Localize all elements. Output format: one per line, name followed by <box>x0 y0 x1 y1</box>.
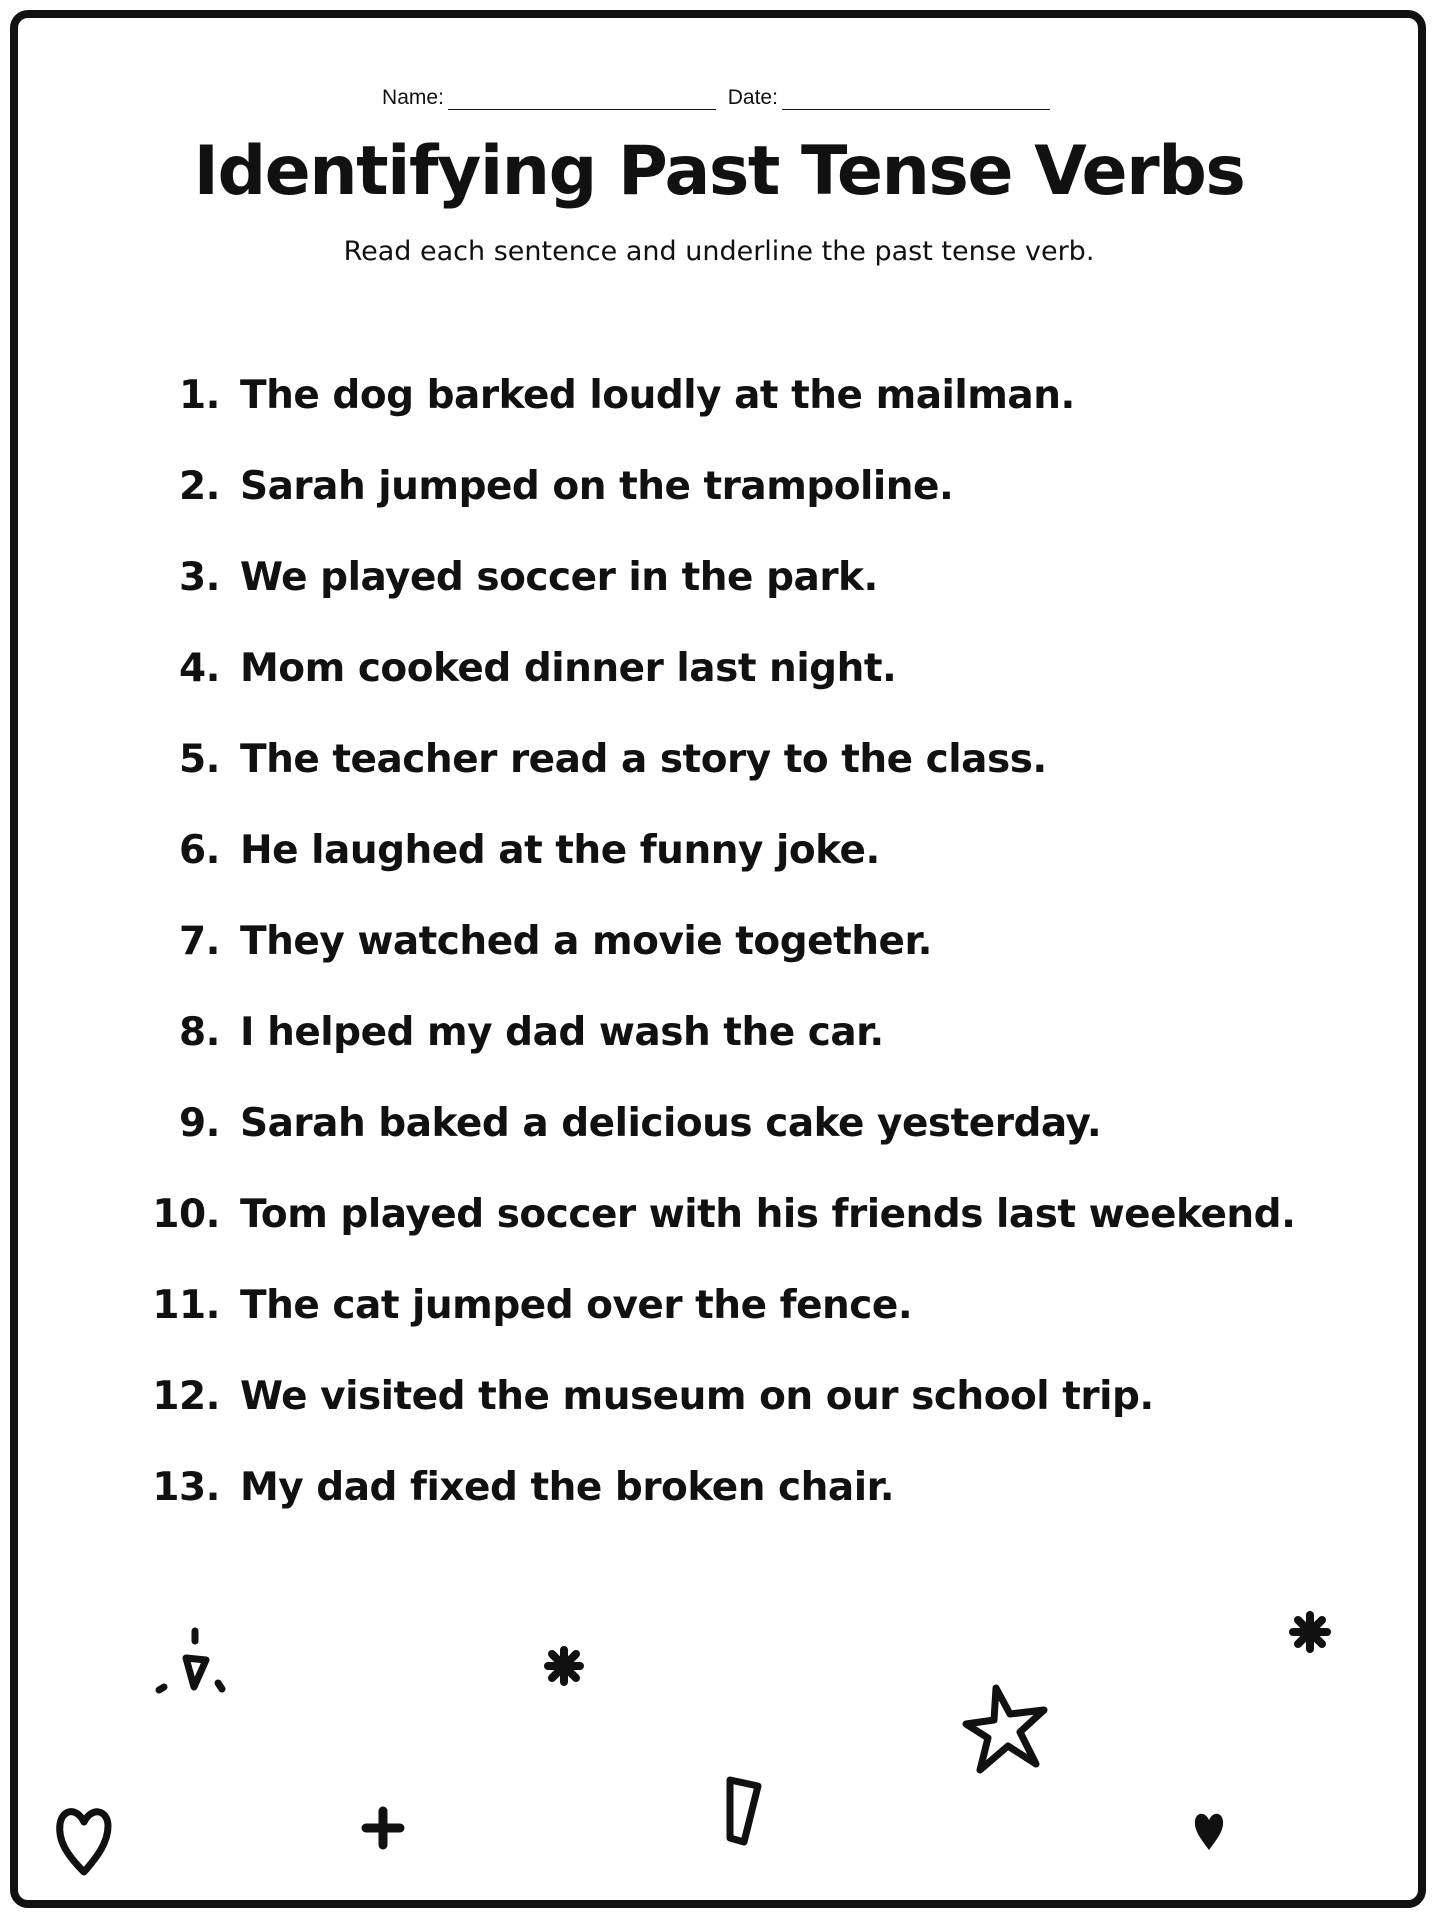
name-field[interactable] <box>448 89 716 110</box>
sentence-text: They watched a movie together. <box>240 919 932 964</box>
name-label: Name: <box>382 86 444 109</box>
item-number: 9. <box>179 1101 220 1146</box>
sentence-text: We visited the museum on our school trip. <box>240 1374 1154 1419</box>
plus-icon <box>360 1805 406 1851</box>
list-item <box>0 730 1438 821</box>
list-item <box>0 1458 1438 1549</box>
date-label: Date: <box>727 86 778 109</box>
list-item <box>0 821 1438 912</box>
instructions: Read each sentence and underline the past tense verb. <box>343 236 1095 267</box>
name-date-line <box>0 86 1438 110</box>
sentence-text: Sarah jumped on the trampoline. <box>240 464 954 509</box>
sentence-text: My dad fixed the broken chair. <box>240 1465 895 1510</box>
sentence-text: Mom cooked dinner last night. <box>240 646 897 691</box>
heart-filled-icon <box>1192 1808 1226 1852</box>
sentence-text: Tom played soccer with his friends last weekend. <box>240 1192 1296 1237</box>
item-number: 4. <box>179 646 220 691</box>
item-number: 2. <box>179 464 220 509</box>
sentence-text: Sarah baked a delicious cake yesterday. <box>240 1101 1102 1146</box>
asterisk-icon <box>543 1645 585 1687</box>
list-item <box>0 457 1438 548</box>
item-number: 11. <box>152 1283 220 1328</box>
sentence-text: The dog barked loudly at the mailman. <box>240 373 1075 418</box>
item-number: 5. <box>179 737 220 782</box>
list-item <box>0 639 1438 730</box>
sentence-text: We played soccer in the park. <box>240 555 878 600</box>
list-item <box>0 1185 1438 1276</box>
page-title: Identifying Past Tense Verbs <box>193 132 1245 211</box>
list-item <box>0 1367 1438 1458</box>
list-item <box>0 548 1438 639</box>
date-field[interactable] <box>782 89 1050 110</box>
list-item <box>0 1094 1438 1185</box>
item-number: 12. <box>152 1374 220 1419</box>
sparkle-triangle-icon <box>150 1625 240 1705</box>
sentence-text: He laughed at the funny joke. <box>240 828 880 873</box>
item-number: 6. <box>179 828 220 873</box>
sentence-text: I helped my dad wash the car. <box>240 1010 884 1055</box>
star-icon <box>958 1680 1058 1780</box>
item-number: 7. <box>179 919 220 964</box>
heart-outline-icon <box>52 1798 116 1882</box>
sentence-text: The cat jumped over the fence. <box>240 1283 913 1328</box>
item-number: 8. <box>179 1010 220 1055</box>
item-number: 13. <box>152 1465 220 1510</box>
tilted-rectangle-icon <box>718 1772 768 1852</box>
item-number: 3. <box>179 555 220 600</box>
asterisk-icon <box>1288 1610 1332 1654</box>
list-item <box>0 1276 1438 1367</box>
list-item <box>0 366 1438 457</box>
item-number: 10. <box>152 1192 220 1237</box>
sentence-list <box>0 366 1438 1549</box>
list-item <box>0 1003 1438 1094</box>
list-item <box>0 912 1438 1003</box>
sentence-text: The teacher read a story to the class. <box>240 737 1047 782</box>
item-number: 1. <box>179 373 220 418</box>
